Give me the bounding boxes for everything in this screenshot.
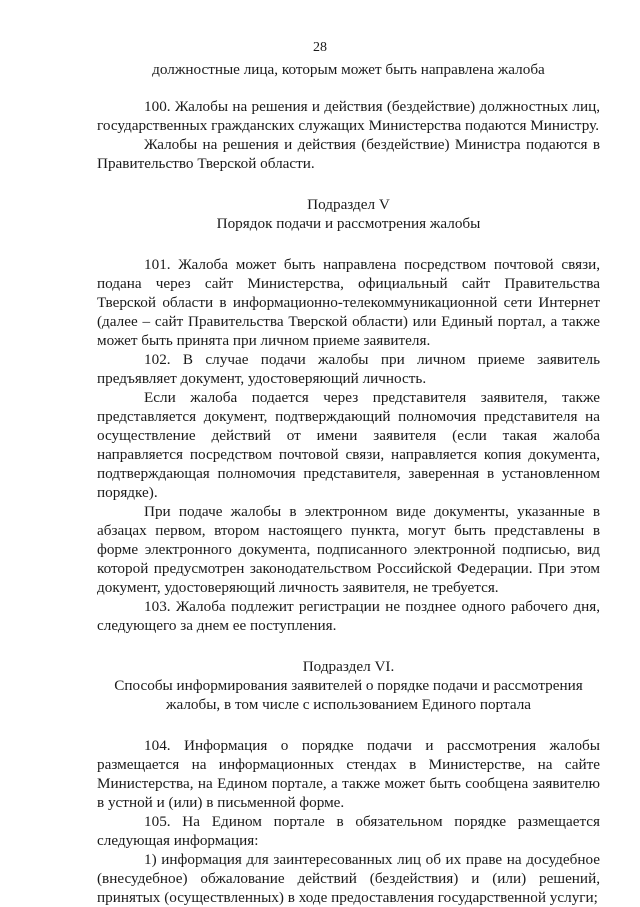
paragraph-102-third: При подаче жалобы в электронном виде документы, указанные в абзацах первом, втором настоящего пункта, могут быть представлены в форме электронного документа, подписанного электронной подписью, вид которой предусмотрен законодательством Российской Федерации. При этом документ, удостоверяющий личность заявителя, не требуется. — [97, 503, 600, 596]
paragraph-103: 103. Жалоба подлежит регистрации не позднее одного рабочего дня, следующего за днем ее поступления. — [97, 598, 600, 634]
paragraph-100-second: Жалобы на решения и действия (бездействие) Министра подаются в Правительство Тверской области. — [97, 136, 600, 172]
page-number: 28 — [313, 40, 327, 55]
subsection-5-heading: Порядок подачи и рассмотрения жалобы — [216, 215, 481, 232]
subsection-6-heading: Способы информирования заявителей о порядке подачи и рассмотрения жалобы, в том числе с использованием Единого портала — [114, 677, 583, 713]
paragraph-102-second: Если жалоба подается через представителя заявителя, также представляется документ, подтверждающий полномочия представителя на осуществление действий от имени заявителя (если такая жалоба направляется посредством почтовой связи, направляется копия документа, подтверждающая полномочия представителя, заверенная в установленном порядке). — [97, 389, 600, 501]
section-continuation-line: должностные лица, которым может быть направлена жалоба — [152, 61, 545, 78]
document-body — [97, 60, 600, 907]
paragraph-102: 102. В случае подачи жалобы при личном приеме заявитель предъявляет документ, удостоверяющий личность. — [97, 351, 600, 387]
paragraph-104: 104. Информация о порядке подачи и рассмотрения жалобы размещается на информационных стендах в Министерстве, на сайте Министерства, на Едином портале, а также может быть сообщена заявителю в устной и (или) в письменной форме. — [97, 737, 600, 811]
paragraph-105-item-1: 1) информация для заинтересованных лиц об их праве на досудебное (внесудебное) обжалование действий (бездействия) и (или) решений, принятых (осуществленных) в ходе предоставления государственной услуги; — [97, 851, 600, 906]
subsection-5-title: Подраздел V — [307, 196, 390, 213]
paragraph-101: 101. Жалоба может быть направлена посредством почтовой связи, подана через сайт Министерства, официальный сайт Правительства Тверской области в информационно-телекоммуникационной сети Интернет (далее – сайт Правительства Тверской области) или Единый портал, а также может быть принята при личном приеме заявителя. — [97, 256, 600, 349]
paragraph-100: 100. Жалобы на решения и действия (бездействие) должностных лиц, государственных гражданских служащих Министерства подаются Министру. — [97, 98, 600, 134]
subsection-6-title: Подраздел VI. — [302, 658, 395, 675]
paragraph-105: 105. На Едином портале в обязательном порядке размещается следующая информация: — [97, 813, 600, 849]
